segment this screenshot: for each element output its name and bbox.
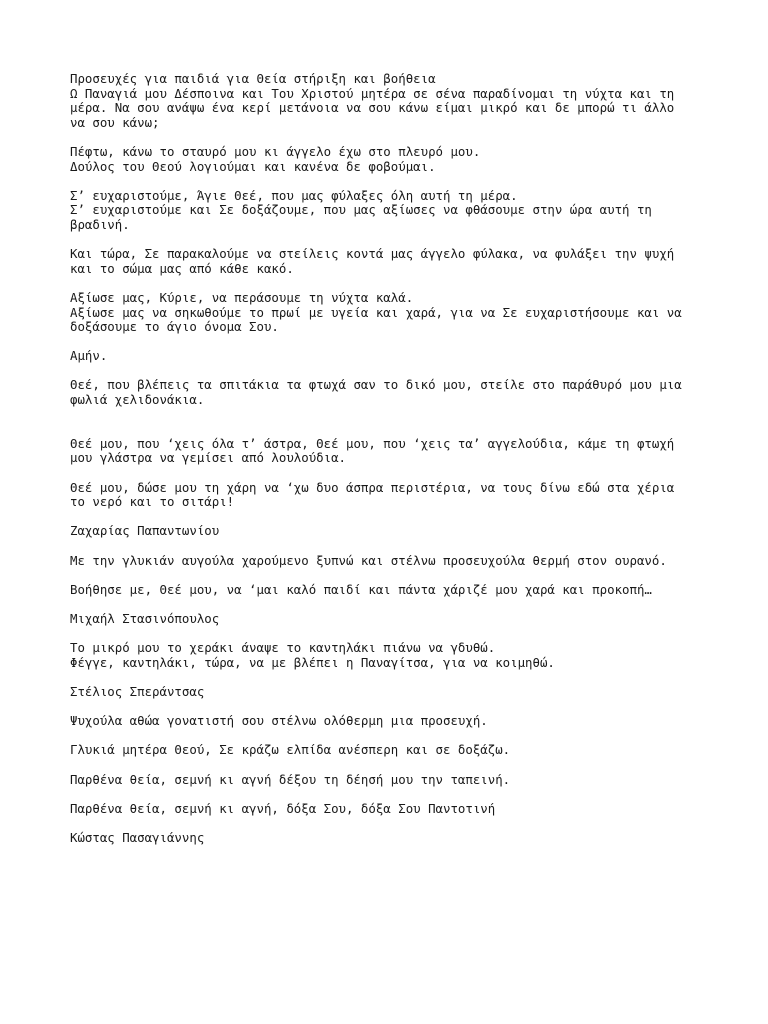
blank-line: [70, 422, 698, 437]
text-line: να σου κάνω;: [70, 114, 160, 130]
text-line: Πέφτω, κάνω το σταυρό μου κι άγγελο έχω στο πλευρό μου.: [70, 143, 481, 159]
text-line: Σ’ ευχαριστούμε, Άγιε Θεέ, που μας φύλαξες όλη αυτή τη μέρα.: [70, 187, 518, 203]
paragraph: [70, 583, 698, 598]
paragraph: [70, 145, 698, 174]
text-line: Δούλος του Θεού λογιούμαι και κανένα δε φοβούμαι.: [70, 158, 436, 174]
text-line: Ω Παναγιά μου Δέσποινα και Του Χριστού μητέρα σε σένα παραδίνομαι τη νύχτα και τη: [70, 85, 675, 101]
text-line: Κώστας Πασαγιάννης: [70, 829, 205, 845]
paragraph: [70, 743, 698, 758]
paragraph: [70, 189, 698, 233]
text-line: Με την γλυκιάν αυγούλα χαρούμενο ξυπνώ και στέλνω προσευχούλα θερμή στον ουρανό.: [70, 552, 667, 568]
text-line: Βοήθησε με, Θεέ μου, να ‘μαι καλό παιδί και πάντα χάριζέ μου χαρά και προκοπή…: [70, 581, 652, 597]
paragraph: [70, 247, 698, 276]
text-line: Αμήν.: [70, 348, 108, 364]
paragraph: [70, 685, 698, 700]
paragraph: [70, 554, 698, 569]
paragraph: [70, 802, 698, 817]
text-line: Γλυκιά μητέρα Θεού, Σε κράζω ελπίδα ανέσπερη και σε δοξάζω.: [70, 742, 511, 758]
paragraph: [70, 714, 698, 729]
text-line: Σ’ ευχαριστούμε και Σε δοξάζουμε, που μας αξίωσες να φθάσουμε στην ώρα αυτή τη: [70, 202, 652, 218]
text-line: μέρα. Να σου ανάψω ένα κερί μετάνοια να σου κάνω είμαι μικρό και δε μπορώ τι άλλο: [70, 100, 675, 116]
text-line: Στέλιος Σπεράντσας: [70, 683, 205, 699]
text-line: βραδινή.: [70, 216, 130, 232]
paragraph: [70, 291, 698, 335]
paragraph: [70, 72, 698, 130]
text-line: Ζαχαρίας Παπαντωνίου: [70, 523, 220, 539]
text-line: Αξίωσε μας να σηκωθούμε το πρωί με υγεία και χαρά, για να Σε ευχαριστήσουμε και να: [70, 304, 682, 320]
text-line: Αξίωσε μας, Κύριε, να περάσουμε τη νύχτα καλά.: [70, 289, 414, 305]
text-line: το νερό και το σιτάρι!: [70, 494, 235, 510]
text-line: φωλιά χελιδονάκια.: [70, 392, 205, 408]
paragraph: [70, 349, 698, 364]
paragraph: [70, 524, 698, 539]
text-line: Το μικρό μου το χεράκι άναψε το καντηλάκι πιάνω να γδυθώ.: [70, 640, 496, 656]
text-line: μου γλάστρα να γεμίσει από λουλούδια.: [70, 450, 347, 466]
text-line: Και τώρα, Σε παρακαλούμε να στείλεις κοντά μας άγγελο φύλακα, να φυλάξει την ψυχή: [70, 246, 675, 262]
text-line: δοξάσουμε το άγιο όνομα Σου.: [70, 319, 279, 335]
text-line: Θεέ μου, δώσε μου τη χάρη να ‘χω δυο άσπρα περιστέρια, να τους δίνω εδώ στα χέρια: [70, 479, 675, 495]
paragraph: [70, 378, 698, 407]
document-body: [70, 72, 698, 860]
text-line: Θεέ, που βλέπεις τα σπιτάκια τα φτωχά σαν το δικό μου, στείλε στο παράθυρό μου μια: [70, 377, 682, 393]
paragraph: [70, 612, 698, 627]
text-line: Παρθένα θεία, σεμνή κι αγνή, δόξα Σου, δόξα Σου Παντοτινή: [70, 800, 496, 816]
paragraph: [70, 831, 698, 846]
paragraph: [70, 773, 698, 788]
paragraph: [70, 437, 698, 466]
text-line: Ψυχούλα αθώα γονατιστή σου στέλνω ολόθερμη μια προσευχή.: [70, 713, 488, 729]
paragraph: [70, 641, 698, 670]
text-line: Μιχαήλ Στασινόπουλος: [70, 610, 220, 626]
text-line: Θεέ μου, που ‘χεις όλα τ’ άστρα, Θεέ μου, που ‘χεις τα’ αγγελούδια, κάμε τη φτωχή: [70, 435, 675, 451]
text-line: Προσευχές για παιδιά για Θεία στήριξη και βοήθεια: [70, 71, 436, 86]
text-line: Φέγγε, καντηλάκι, τώρα, να με βλέπει η Παναγίτσα, για να κοιμηθώ.: [70, 654, 555, 670]
paragraph: [70, 481, 698, 510]
text-line: Παρθένα θεία, σεμνή κι αγνή δέξου τη δέησή μου την ταπεινή.: [70, 771, 511, 787]
text-line: και το σώμα μας από κάθε κακό.: [70, 260, 294, 276]
